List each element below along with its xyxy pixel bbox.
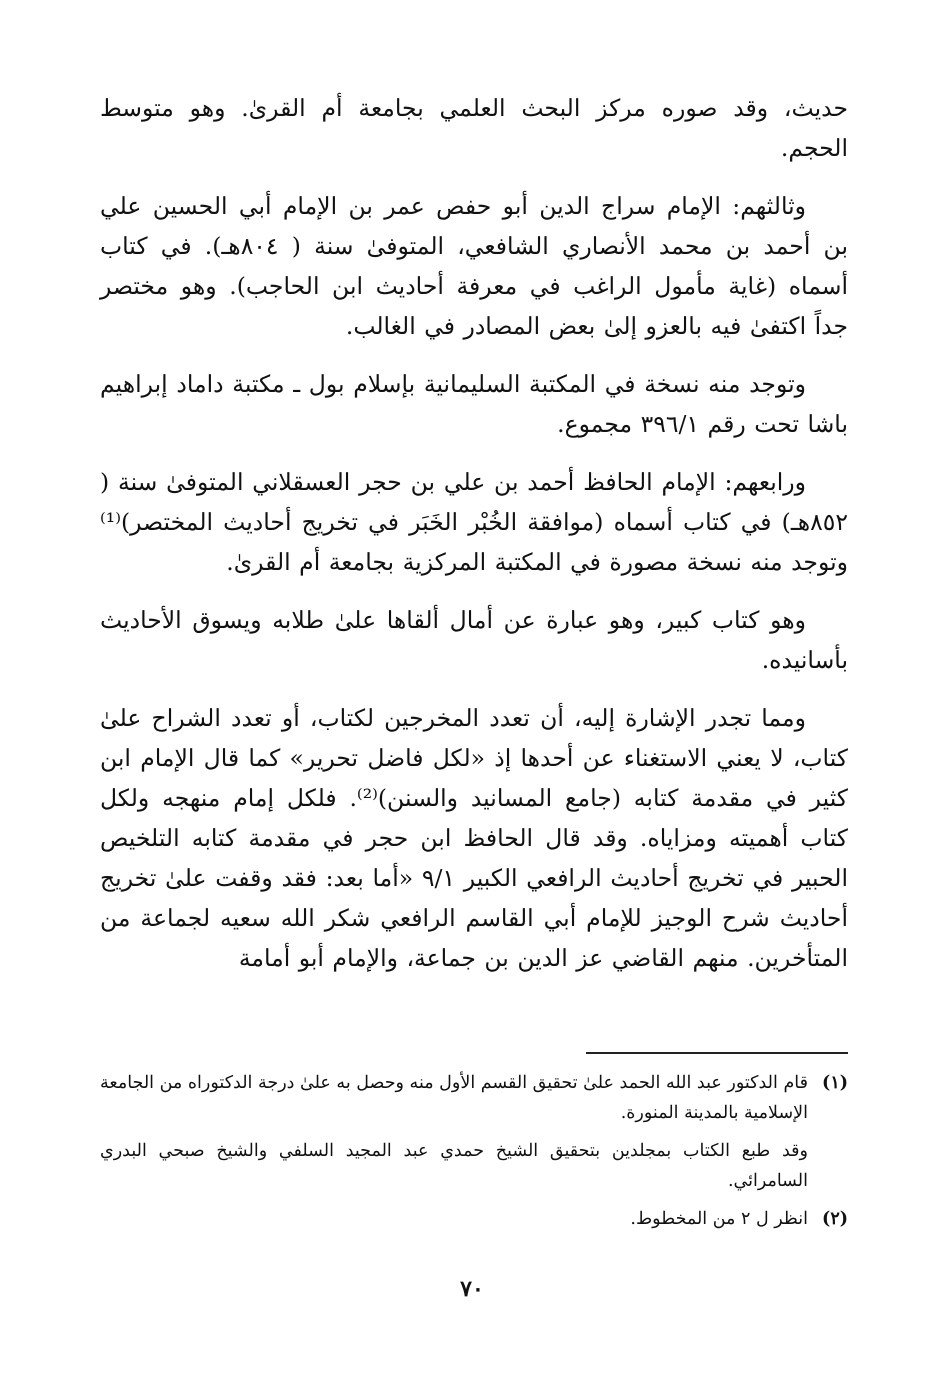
paragraph-4: ورابعهم: الإمام الحافظ أحمد بن علي بن حجر العسقلاني المتوفىٰ سنة ( ٨٥٢هـ) في كتاب أسماه (موافقة الخُبْر الخَبَر في تخريج أحاديث المختصر)⁽¹⁾ وتوجد منه نسخة مصورة في المكتبة المركزية بجامعة أم القرىٰ. <box>100 468 848 576</box>
paragraph-3: وتوجد منه نسخة في المكتبة السليمانية بإسلام بول ـ مكتبة داماد إبراهيم باشا تحت رقم ٣٩٦/١ مجموع. <box>100 370 848 438</box>
page-number: ٧٠ <box>460 1276 484 1302</box>
footnote-2-number: (٢) <box>822 1209 848 1229</box>
main-text <box>100 88 848 996</box>
paragraph-1: حديث، وقد صوره مركز البحث العلمي بجامعة أم القرىٰ. وهو متوسط الحجم. <box>100 94 848 162</box>
footnote-1 <box>100 1068 848 1128</box>
footnote-2 <box>100 1204 848 1234</box>
footnote-divider <box>586 1052 848 1054</box>
paragraph-6: ومما تجدر الإشارة إليه، أن تعدد المخرجين لكتاب، أو تعدد الشراح علىٰ كتاب، لا يعني الاستغناء عن أحدها إذ «لكل فاضل تحرير» كما قال الإمام ابن كثير في مقدمة كتابه (جامع المسانيد والسنن)⁽²⁾. فلكل إمام منهجه ولكل كتاب أهميته ومزاياه. وقد قال الحافظ ابن حجر في مقدمة كتابه التلخيص الحبير في تخريج أحاديث الرافعي الكبير ٩/١ «أما بعد: فقد وقفت علىٰ تخريج أحاديث شرح الوجيز للإمام أبي القاسم الرافعي شكر الله سعيه لجماعة من المتأخرين. منهم القاضي عز الدين بن جماعة، والإمام أبو أمامة <box>100 704 848 972</box>
paragraph-2: وثالثهم: الإمام سراج الدين أبو حفص عمر بن الإمام أبي الحسين علي بن أحمد بن محمد الأنصاري الشافعي، المتوفىٰ سنة ( ٨٠٤هـ). في كتاب أسماه (غاية مأمول الراغب في معرفة أحاديث ابن الحاجب). وهو مختصر جداً اكتفىٰ فيه بالعزو إلىٰ بعض المصادر في الغالب. <box>100 192 848 340</box>
footnote-1-continuation: وقد طبع الكتاب بمجلدين بتحقيق الشيخ حمدي عبد المجيد السلفي والشيخ صبحي البدري السامرائي. <box>100 1141 808 1191</box>
paragraph-5: وهو كتاب كبير، وهو عبارة عن أمال ألقاها علىٰ طلابه ويسوق الأحاديث بأسانيده. <box>100 606 848 674</box>
footnote-1-text: قام الدكتور عبد الله الحمد علىٰ تحقيق القسم الأول منه وحصل به علىٰ درجة الدكتوراه من الجامعة الإسلامية بالمدينة المنورة. <box>100 1073 808 1123</box>
footnote-2-text: انظر ل ٢ من المخطوط. <box>630 1209 808 1229</box>
footnotes <box>100 1068 848 1242</box>
footnote-1-number: (١) <box>822 1073 848 1093</box>
